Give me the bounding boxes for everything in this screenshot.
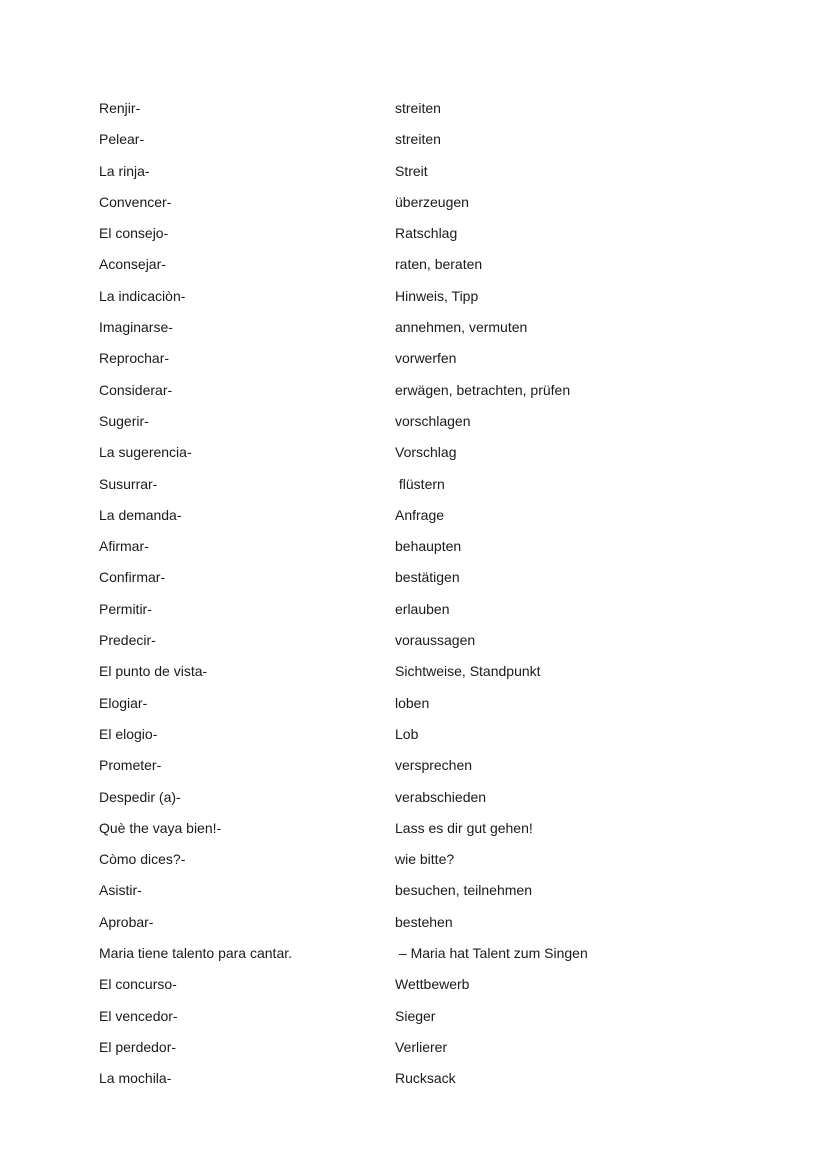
german-translation: flüstern [395, 475, 445, 492]
vocabulary-row [99, 1005, 739, 1036]
german-translation: Streit [395, 162, 428, 179]
vocabulary-row [99, 879, 739, 910]
german-translation: überzeugen [395, 193, 469, 210]
spanish-term: La rinja- [99, 162, 150, 179]
spanish-term: Confirmar- [99, 569, 166, 586]
vocabulary-row [99, 723, 739, 754]
german-translation: Lob [395, 725, 419, 742]
vocabulary-row [99, 598, 739, 629]
german-translation: Wettbewerb [395, 976, 470, 993]
spanish-term: Imaginarse- [99, 319, 173, 336]
vocabulary-row [99, 692, 739, 723]
spanish-term: Aprobar- [99, 913, 154, 930]
german-translation: Lass es dir gut gehen! [395, 819, 533, 836]
spanish-term: El punto de vista- [99, 663, 208, 680]
german-translation: streiten [395, 100, 441, 116]
spanish-term: Reprochar- [99, 350, 170, 367]
spanish-term: La mochila- [99, 1070, 172, 1087]
spanish-term: Susurrar- [99, 475, 158, 492]
vocabulary-row [99, 786, 739, 817]
spanish-term: La demanda- [99, 506, 182, 523]
spanish-term: Elogiar- [99, 694, 148, 711]
german-translation: bestätigen [395, 569, 460, 586]
vocabulary-row [99, 128, 739, 159]
german-translation: vorwerfen [395, 350, 457, 367]
spanish-term: El consejo- [99, 225, 169, 242]
vocabulary-row [99, 441, 739, 472]
vocabulary-row [99, 191, 739, 222]
german-translation: vorschlagen [395, 412, 471, 429]
vocabulary-row [99, 504, 739, 535]
vocabulary-row [99, 285, 739, 316]
spanish-term: El concurso- [99, 976, 177, 993]
german-translation: loben [395, 694, 430, 711]
german-translation: versprechen [395, 757, 473, 774]
german-translation: bestehen [395, 913, 453, 930]
vocabulary-row [99, 566, 739, 597]
vocabulary-list [99, 97, 739, 1099]
vocabulary-row [99, 347, 739, 378]
german-translation: Vorschlag [395, 444, 457, 461]
spanish-term: Asistir- [99, 882, 142, 899]
vocabulary-row [99, 817, 739, 848]
german-translation: Rucksack [395, 1070, 456, 1087]
spanish-term: Pelear- [99, 131, 145, 148]
vocabulary-row [99, 160, 739, 191]
spanish-term: Què the vaya bien!- [99, 819, 222, 836]
spanish-term: La sugerencia- [99, 444, 192, 461]
spanish-term: Predecir- [99, 632, 156, 649]
spanish-term: Permitir- [99, 600, 152, 617]
vocabulary-row [99, 253, 739, 284]
spanish-term: El perdedor- [99, 1038, 177, 1055]
spanish-term: Prometer- [99, 757, 162, 774]
vocabulary-row [99, 97, 739, 128]
vocabulary-row [99, 629, 739, 660]
vocabulary-row [99, 535, 739, 566]
spanish-term: La indicaciòn- [99, 287, 186, 304]
spanish-term: Còmo dices?- [99, 851, 186, 868]
spanish-term: El elogio- [99, 725, 158, 742]
german-translation: Anfrage [395, 506, 445, 523]
german-translation: besuchen, teilnehmen [395, 882, 532, 899]
german-translation: erlauben [395, 600, 450, 617]
spanish-term: Despedir (a)- [99, 788, 181, 805]
vocabulary-row [99, 754, 739, 785]
spanish-term: El vencedor- [99, 1007, 178, 1024]
vocabulary-row [99, 1067, 739, 1098]
vocabulary-row [99, 473, 739, 504]
german-translation: Hinweis, Tipp [395, 287, 479, 304]
vocabulary-row [99, 379, 739, 410]
german-translation: Verlierer [395, 1038, 448, 1055]
german-translation: wie bitte? [395, 851, 455, 868]
vocabulary-row [99, 1036, 739, 1067]
vocabulary-row [99, 973, 739, 1004]
german-translation: – Maria hat Talent zum Singen [395, 945, 588, 962]
german-translation: voraussagen [395, 632, 476, 649]
vocabulary-row [99, 222, 739, 253]
german-translation: annehmen, vermuten [395, 319, 528, 336]
german-translation: Sichtweise, Standpunkt [395, 663, 541, 680]
german-translation: Ratschlag [395, 225, 458, 242]
spanish-term: Considerar- [99, 381, 173, 398]
spanish-term: Convencer- [99, 193, 172, 210]
vocabulary-row [99, 316, 739, 347]
vocabulary-row [99, 942, 739, 973]
german-translation: raten, beraten [395, 256, 483, 273]
vocabulary-row [99, 848, 739, 879]
spanish-term: Maria tiene talento para cantar. [99, 945, 293, 962]
spanish-term: Renjir- [99, 100, 141, 116]
vocabulary-row [99, 660, 739, 691]
german-translation: erwägen, betrachten, prüfen [395, 381, 571, 398]
vocabulary-row [99, 911, 739, 942]
spanish-term: Aconsejar- [99, 256, 166, 273]
vocabulary-row [99, 410, 739, 441]
german-translation: behaupten [395, 538, 462, 555]
german-translation: verabschieden [395, 788, 487, 805]
spanish-term: Sugerir- [99, 412, 149, 429]
german-translation: streiten [395, 131, 441, 148]
spanish-term: Afirmar- [99, 538, 149, 555]
german-translation: Sieger [395, 1007, 436, 1024]
